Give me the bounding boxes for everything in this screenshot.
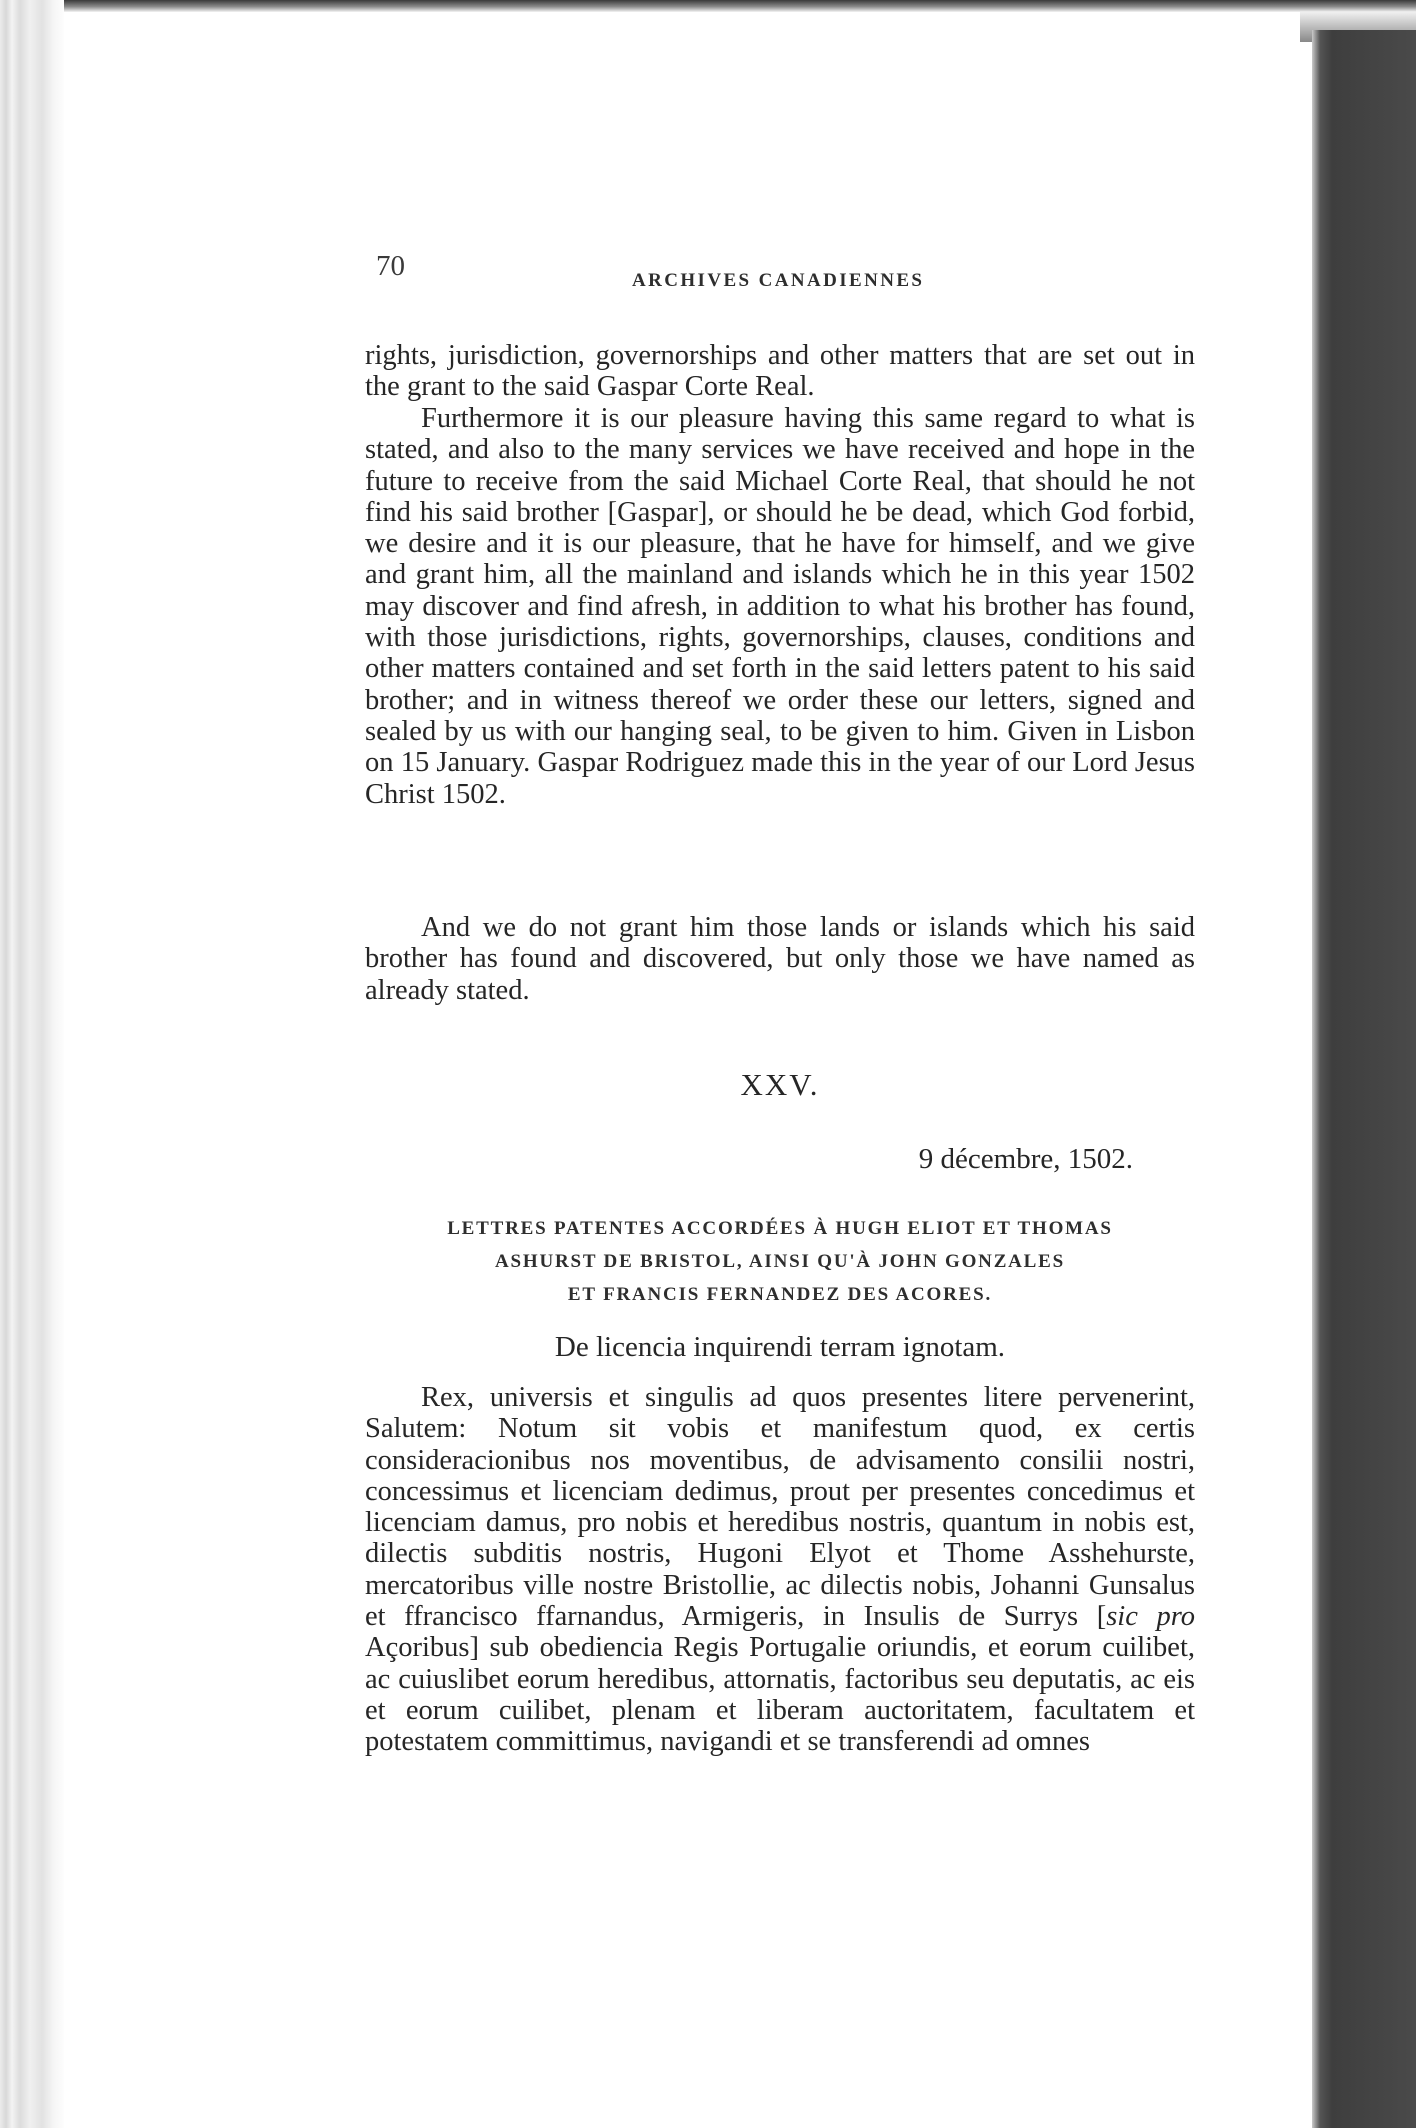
latin-text-part-1: Rex, universis et singulis ad quos presentes litere pervenerint, Salutem: Notum sit vobis et manifestum quod, ex certis consideracionibus nos moventibus, de advisamento consilii nostri, concessimus et licenciam dedimus, prout per presentes concedimus et licenciam damus, pro nobis et heredibus nostris, quantum in nobis est, dilectis subditis nostris, Hugoni Elyot et Thome Asshehurste, mercatoribus ville nostre Bristollie, ac dilectis nobis, Johanni Gunsalus et ffrancisco ffarnandus, Armigeris, in Insulis de Surrys [ <box>365 1382 1195 1633</box>
paragraph-continuation: rights, jurisdiction, governorships and other matters that are set out in the grant to the said Gaspar Corte Real. <box>365 340 1195 403</box>
heading-line: LETTRES PATENTES ACCORDÉES À HUGH ELIOT ET THOMAS <box>447 1218 1113 1239</box>
paragraph-latin-letters <box>365 1382 1195 1758</box>
heading-line: ASHURST DE BRISTOL, AINSI QU'À JOHN GONZALES <box>495 1251 1065 1272</box>
running-head <box>370 250 1200 290</box>
latin-italic-note: sic pro <box>1106 1601 1195 1633</box>
latin-title: De licencia inquirendi terram ignotam. <box>554 1331 1006 1363</box>
section-date: 9 décembre, 1502. <box>918 1143 1133 1175</box>
running-title: ARCHIVES CANADIENNES <box>632 270 925 291</box>
book-cover-edge-right <box>1312 30 1416 2128</box>
paragraph-grant: Furthermore it is our pleasure having this same regard to what is stated, and also to the many services we have received and hope in the future to receive from the said Michael Corte Real, that should he not find his said brother [Gaspar], or should he be dead, which God forbid, we desire and it is our pleasure, that he have for himself, and we give and grant him, all the mainland and islands which he in this year 1502 may discover and find afresh, in addition to what his brother has found, with those jurisdictions, rights, governorships, clauses, conditions and other matters contained and set forth in the said letters patent to his said brother; and in witness thereof we order these our letters, signed and sealed by us with our hanging seal, to be given to him. Given in Lisbon on 15 January. Gaspar Rodriguez made this in the year of our Lord Jesus Christ 1502. <box>365 403 1195 810</box>
heading-line: ET FRANCIS FERNANDEZ DES ACORES. <box>567 1284 993 1305</box>
book-page-edges-left <box>0 0 64 2128</box>
document-heading <box>365 1212 1195 1311</box>
latin-text-part-2: Açoribus] sub obediencia Regis Portugalie oriundis, et eorum cuilibet, ac cuiuslibet eorum heredibus, attornatis, factoribus seu deputatis, ac eis et eorum cuilibet, plenam et liberam auctoritatem, facultatem et potestatem committimus, navigandi et se transferendi ad omnes <box>365 1632 1195 1758</box>
scan-edge-top <box>0 0 1416 12</box>
page-number: 70 <box>376 250 405 282</box>
paragraph-restriction: And we do not grant him those lands or islands which his said brother has found and discovered, but only those we have named as already stated. <box>365 912 1195 1006</box>
section-number: XXV. <box>740 1067 820 1102</box>
